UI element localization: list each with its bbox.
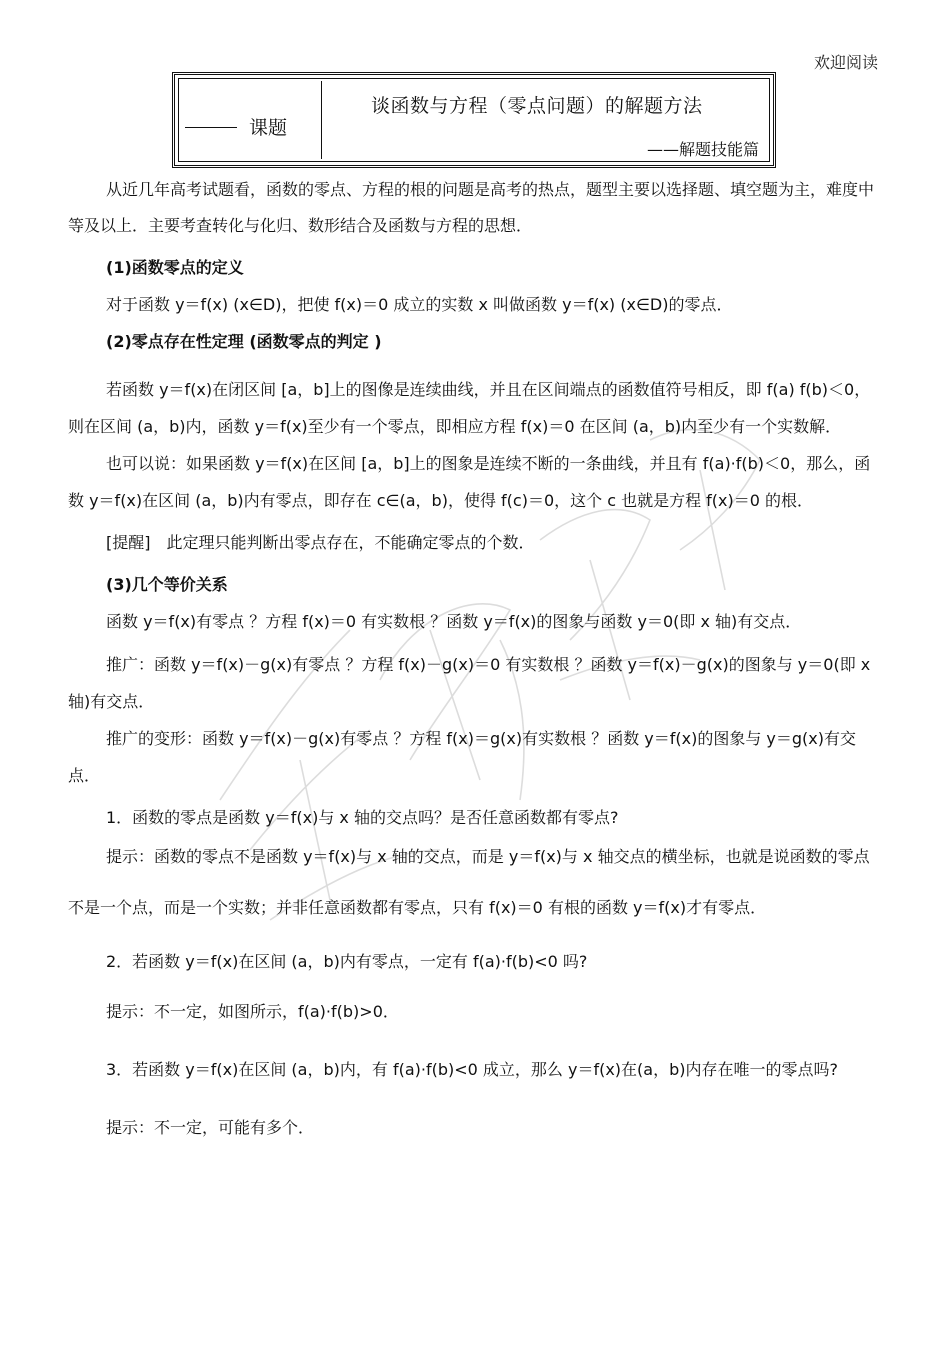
paragraph-existence-theorem: 若函数 y＝f(x)在闭区间 [a，b]上的图像是连续曲线，并且在区间端点的函数值符号相反，即 f(a) f(b)＜0，则在区间 (a，b)内，函数 y＝f(x)至少有一个零点，即相应方程 f(x)＝0 在区间 (a，b)内至少有一个实数解．	[68, 380, 871, 436]
paragraph-equivalence-3: 推广的变形：函数 y＝f(x)－g(x)有零点 ？方程 f(x)＝g(x)有实数根 ？函数 y＝f(x)的图象与 y＝g(x)有交点．	[68, 729, 857, 785]
paragraph-alternative-statement: 也可以说：如果函数 y＝f(x)在区间 [a，b]上的图象是连续不断的一条曲线，并且有 f(a)·f(b)＜0，那么，函数 y＝f(x)在区间 (a，b)内有零点，即存在 c∈(a，b)，使得 f(c)＝0，这个 c 也就是方程 f(x)＝0 的根．	[68, 454, 871, 510]
question-2: 2．若函数 y＝f(x)在区间 (a，b)内有零点，一定有 f(a)·f(b)<0 吗?	[106, 952, 588, 971]
heading-existence-theorem: (2)零点存在性定理 (函数零点的判定 )	[106, 332, 382, 351]
question-3: 3．若函数 y＝f(x)在区间 (a，b)内，有 f(a)·f(b)<0 成立，那么 y＝f(x)在(a，b)内存在唯一的零点吗?	[106, 1060, 838, 1079]
paragraph-intro: 从近几年高考试题看，函数的零点、方程的根的问题是高考的热点，题型主要以选择题、填空题为主，难度中等及以上．主要考查转化与化归、数形结合及函数与方程的思想．	[68, 180, 875, 235]
document-body	[68, 172, 883, 1141]
page-title: 谈函数与方程（零点问题）的解题方法	[371, 95, 703, 117]
page-subtitle: ——解题技能篇	[646, 140, 759, 159]
answer-3: 提示：不一定，可能有多个．	[106, 1118, 315, 1137]
title-blank-line	[185, 127, 237, 128]
title-label-cell	[181, 81, 322, 159]
title-label: 课题	[249, 117, 288, 139]
question-1: 1．函数的零点是函数 y＝f(x)与 x 轴的交点吗？是否任意函数都有零点?	[106, 808, 619, 827]
paragraph-reminder: [提醒] 此定理只能判断出零点存在，不能确定零点的个数．	[106, 533, 535, 552]
paragraph-equivalence-1: 函数 y＝f(x)有零点 ？方程 f(x)＝0 有实数根 ？函数 y＝f(x)的图象与函数 y＝0(即 x 轴)有交点．	[106, 612, 802, 631]
answer-2: 提示：不一定，如图所示，f(a)·f(b)>0．	[106, 1002, 399, 1021]
heading-zero-definition: (1)函数零点的定义	[106, 258, 244, 277]
header-corner-text: 欢迎阅读	[813, 53, 878, 72]
title-box	[172, 72, 776, 168]
answer-1: 提示：函数的零点不是函数 y＝f(x)与 x 轴的交点，而是 y＝f(x)与 x 轴交点的横坐标，也就是说函数的零点不是一个点，而是一个实数；并非任意函数都有零点，只有 f(x)＝0 有根的函数 y＝f(x)才有零点．	[68, 847, 870, 917]
paragraph-zero-definition: 对于函数 y＝f(x) (x∈D)，把使 f(x)＝0 成立的实数 x 叫做函数 y＝f(x) (x∈D)的零点．	[106, 295, 733, 314]
heading-equivalences: (3)几个等价关系	[106, 575, 228, 594]
paragraph-equivalence-2: 推广：函数 y＝f(x)－g(x)有零点 ？方程 f(x)－g(x)＝0 有实数根 ？函数 y＝f(x)－g(x)的图象与 y＝0(即 x 轴)有交点．	[68, 655, 871, 711]
